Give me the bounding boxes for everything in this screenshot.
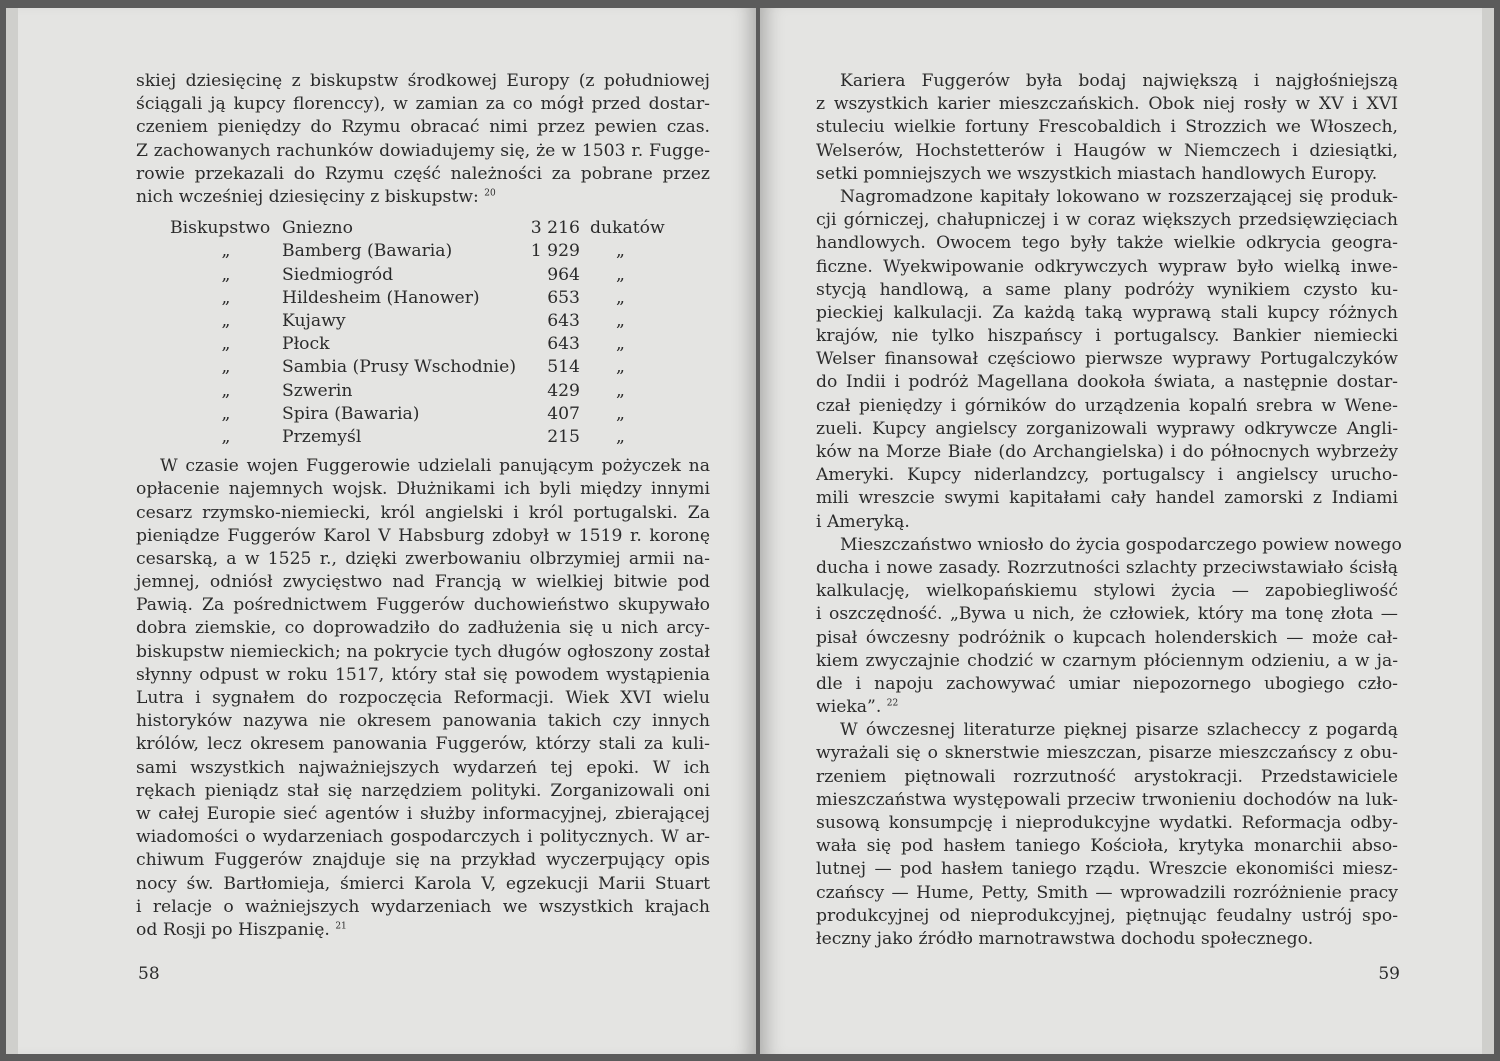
text-line (136, 594, 710, 617)
left-paragraph-1 (136, 70, 710, 209)
bishopric-name-cell: Hildesheim (Hanower) (282, 287, 480, 308)
text-line (136, 757, 710, 780)
text-line-content: w całej Europie sieć agentów i służby informacyjnej, zbierającej (136, 803, 710, 824)
text-line-content: i Ameryką. (816, 511, 910, 532)
left-page (18, 8, 756, 1054)
table-row (170, 426, 696, 449)
right-paragraph-4 (816, 719, 1398, 951)
bishopric-name-cell: Spira (Bawaria) (282, 403, 420, 424)
table-row (170, 287, 696, 310)
text-line (136, 478, 710, 501)
text-line (136, 733, 710, 756)
text-line (136, 186, 710, 209)
text-line (816, 835, 1398, 858)
ditto-cell: „ (221, 264, 231, 285)
right-paragraph-2 (816, 186, 1398, 534)
text-line (136, 70, 710, 93)
text-line-content: Ameryki. Kupcy niderlandzcy, portugalscy i angielscy urucho- (816, 465, 1398, 486)
text-line (136, 919, 710, 942)
text-line-content: historyków nazywa nie okresem panowania takich czy innych (136, 711, 710, 732)
text-line (816, 464, 1398, 487)
text-line-content: produkcyjnej od nieprodukcyjnej, piętnując feudalny ustrój spo- (816, 905, 1398, 926)
ditto-cell: „ (221, 357, 231, 378)
text-line-content: kalkulację, wielkopańskiemu stylowi życia — zapobiegliwość (816, 581, 1398, 602)
text-line (816, 603, 1398, 626)
text-line-content: Welserów, Hochstetterów i Haugów w Niemczech i dziesiątki, (816, 140, 1398, 161)
text-line (816, 928, 1398, 951)
text-line (136, 664, 710, 687)
text-line-content: nocy św. Bartłomieja, śmierci Karola V, egzekucji Marii Stuart (136, 873, 710, 894)
table-row (170, 333, 696, 356)
text-line (136, 849, 710, 872)
unit-cell: dukatów (590, 218, 665, 239)
unit-cell: „ (616, 357, 625, 378)
text-line (816, 650, 1398, 673)
text-line (136, 163, 710, 186)
text-line (816, 696, 1398, 719)
text-line-content: Kariera Fuggerów była bodaj największą i najgłośniejszą (840, 71, 1398, 91)
text-line (816, 163, 1398, 186)
text-line (816, 93, 1398, 116)
text-line-content: wieka”. (816, 697, 882, 718)
table-row (170, 264, 696, 287)
bishopric-name-cell: Siedmiogród (282, 264, 394, 285)
text-line-content: Mieszczaństwo wniosło do życia gospodarczego powiew nowego (840, 534, 1402, 555)
ditto-cell: „ (221, 310, 231, 331)
text-line-content: czańscy — Hume, Petty, Smith — wprowadzili rozróżnienie pracy (816, 882, 1398, 903)
unit-cell: „ (616, 334, 625, 355)
amount-cell: 215 (547, 426, 580, 447)
text-line-content: Z zachowanych rachunków dowiadujemy się, że w 1503 r. Fugge- (136, 140, 710, 161)
text-line-content: kiem zwyczajnie chodzić w czarnym płóciennym odzieniu, a w ja- (816, 650, 1398, 671)
text-line (816, 186, 1398, 209)
unit-cell: „ (616, 403, 625, 424)
text-line (816, 534, 1402, 557)
text-line-content: biskupstw niemieckich; na pokrycie tych długów ogłoszony został (136, 641, 710, 662)
footnote-marker: 21 (335, 921, 347, 932)
text-line-content: sami wszystkich najważniejszych wydarzeń tej epoki. W ich (136, 757, 710, 778)
text-line (816, 140, 1398, 163)
text-line-content: z wszystkich karier mieszczańskich. Obok niej rosły w XV i XVI (816, 94, 1398, 115)
bishopric-name-cell: Szwerin (282, 380, 353, 401)
text-line-content: setki pomniejszych we wszystkich miastach handlowych Europy. (816, 163, 1378, 184)
amount-cell: 1 929 (530, 241, 580, 262)
text-line-content: jemnej, odniósł zwycięstwo nad Francją w wielkiej bitwie pod (136, 572, 710, 593)
text-line (816, 789, 1398, 812)
table-label-cell: Biskupstwo (170, 218, 271, 239)
text-line (816, 742, 1398, 765)
amount-cell: 653 (547, 287, 580, 308)
text-line (136, 826, 710, 849)
text-line-content: wyrażali się o sknerstwie mieszczan, pisarze mieszczańscy z obu- (816, 743, 1398, 764)
text-line-content: krajów, nie tylko hiszpańscy i portugalscy. Bankier niemiecki (816, 326, 1398, 347)
amount-cell: 514 (547, 357, 580, 378)
text-line-content: Pawią. Za pośrednictwem Fuggerów duchowieństwo skupywało (136, 595, 710, 616)
text-line (816, 348, 1398, 371)
text-line (136, 710, 710, 733)
amount-cell: 3 216 (530, 218, 580, 239)
text-line (136, 780, 710, 803)
bishopric-name-cell: Bamberg (Bawaria) (282, 241, 453, 262)
text-line-content: od Rosji po Hiszpanię. (136, 919, 330, 940)
text-line (816, 905, 1398, 928)
text-line-content: handlowych. Owocem tego były także wielkie odkrycia geogra- (816, 233, 1398, 254)
text-line-content: nich wcześniej dziesięciny z biskupstw: (136, 186, 479, 207)
text-line-content: czeniem pieniędzy do Rzymu obracać nimi przez pewien czas. (136, 117, 710, 138)
text-line (136, 896, 710, 919)
text-line (816, 116, 1398, 139)
text-line-content: królów, lecz okresem panowania Fuggerów, którzy stali za kuli- (136, 734, 710, 755)
text-line (816, 557, 1398, 580)
text-line-content: wała się pod hasłem taniego Kościoła, krytyka monarchii abso- (816, 836, 1398, 857)
text-line-content: Nagromadzone kapitały lokowano w rozszerzającej się produk- (840, 186, 1398, 207)
text-line (816, 627, 1398, 650)
text-line-content: cji górniczej, chałupniczej i w coraz większych przedsięwzięciach (816, 210, 1398, 231)
text-line-content: do Indii i podróż Magellana dookoła świata, a następnie dostar- (816, 372, 1398, 393)
text-line (136, 525, 710, 548)
text-line (816, 882, 1398, 905)
text-line (816, 580, 1398, 603)
text-line (136, 803, 710, 826)
text-line (136, 873, 710, 896)
text-line-content: rękach pieniądz stał się narzędziem polityki. Zorganizowali oni (136, 780, 710, 801)
amount-cell: 643 (547, 334, 580, 355)
text-line-content: susową konsumpcję i nieprodukcyjne wydatki. Reformacja odby- (816, 813, 1398, 833)
table-row (170, 310, 696, 333)
text-line (136, 502, 710, 525)
text-line (816, 673, 1398, 696)
text-line (136, 548, 710, 571)
text-line (816, 511, 1398, 534)
unit-cell: „ (616, 264, 625, 285)
left-page-text (136, 70, 710, 942)
left-paragraph-2 (136, 455, 710, 942)
text-line (136, 93, 710, 116)
text-line-content: cesarską, a w 1525 r., dzięki zwerbowaniu olbrzymiej armii na- (136, 548, 710, 569)
text-line-content: zueli. Kupcy angielscy zorganizowali wyprawy odkrywcze Angli- (816, 418, 1398, 439)
text-line-content: stuleciu wielkie fortuny Frescobaldich i Strozzich we Włoszech, (816, 117, 1398, 138)
text-line (136, 641, 710, 664)
text-line-content: wiadomości o wydarzeniach gospodarczych i politycznych. W ar- (136, 827, 710, 848)
bishopric-name-cell: Przemyśl (282, 426, 362, 447)
text-line (816, 812, 1398, 835)
text-line (816, 256, 1398, 279)
text-line (816, 395, 1398, 418)
page-number-right: 59 (1378, 964, 1400, 984)
footnote-marker: 22 (886, 698, 899, 709)
text-line (816, 302, 1398, 325)
unit-cell: „ (616, 426, 625, 447)
text-line (816, 441, 1398, 464)
text-line-content: W ówczesnej literaturze pięknej pisarze szlacheccy z pogardą (840, 720, 1398, 741)
text-line (816, 325, 1398, 348)
text-line-content: czał pieniędzy i górników do urządzenia kopalń srebra w Wene- (816, 395, 1398, 416)
text-line-content: W czasie wojen Fuggerowie udzielali panującym pożyczek na (160, 456, 710, 477)
text-line (816, 279, 1398, 302)
right-page (760, 8, 1482, 1054)
text-line-content: dle i napoju zachowywać umiar niepozornego ubogiego czło- (816, 673, 1398, 694)
text-line (816, 371, 1398, 394)
text-line-content: lutnej — pod hasłem taniego rządu. Wreszcie ekonomiści miesz- (816, 859, 1398, 880)
unit-cell: „ (616, 310, 625, 331)
text-line-content: cesarz rzymsko-niemiecki, król angielski i król portugalski. Za (136, 502, 710, 523)
text-line-content: mieszczaństwa występowali przeciw trwonieniu dochodów na luk- (816, 789, 1398, 810)
text-line-content: stycją handlową, a same plany podróży wynikiem czysto ku- (816, 279, 1398, 300)
right-paragraph-1 (816, 70, 1398, 186)
text-line-content: pieniądze Fuggerów Karol V Habsburg zdobył w 1519 r. koronę (136, 525, 710, 546)
text-line-content: opłacenie najemnych wojsk. Dłużnikami ich byli między innymi (136, 479, 710, 500)
text-line (816, 418, 1398, 441)
amount-cell: 407 (547, 403, 580, 424)
ditto-cell: „ (221, 287, 231, 308)
text-line-content: ficzne. Wyekwipowanie odkrywczych wypraw było wielką inwe- (816, 256, 1398, 277)
text-line (816, 487, 1398, 510)
text-line-content: Welser finansował częściowo pierwsze wyprawy Portugalczyków (816, 349, 1398, 370)
text-line-content: Lutra i sygnałem do rozpoczęcia Reformacji. Wiek XVI wielu (136, 688, 710, 709)
text-line-content: pisał ówczesny podróżnik o kupcach holenderskich — może cał- (816, 627, 1398, 648)
table-row (170, 380, 696, 403)
text-line (816, 766, 1398, 789)
text-line (136, 571, 710, 594)
amount-cell: 964 (547, 264, 580, 285)
table-row (170, 356, 696, 379)
text-line (136, 140, 710, 163)
amount-cell: 429 (547, 380, 580, 401)
ditto-cell: „ (221, 241, 231, 262)
table-row (170, 403, 696, 426)
text-line-content: pieckiej kalkulacji. Za każdą taką wyprawą stali kupcy różnych (816, 302, 1398, 323)
text-line-content: słynny odpust w roku 1517, który stał się powodem wystąpienia (136, 664, 710, 685)
bishopric-table (170, 217, 696, 449)
ditto-cell: „ (221, 380, 231, 401)
text-line (136, 687, 710, 710)
text-line-content: chiwum Fuggerów znajduje się na przykład wyczerpujący opis (136, 850, 710, 871)
unit-cell: „ (616, 241, 625, 262)
footnote-marker: 20 (484, 188, 496, 199)
right-paragraph-3 (816, 534, 1402, 720)
text-line (816, 858, 1398, 881)
text-line (136, 617, 710, 640)
bishopric-name-cell: Kujawy (282, 310, 346, 331)
text-line (136, 455, 710, 478)
unit-cell: „ (616, 380, 625, 401)
text-line-content: dobra ziemskie, co doprowadziło do zadłużenia się u nich arcy- (136, 618, 710, 639)
right-page-text (816, 70, 1402, 951)
text-line-content: i oszczędność. „Bywa u nich, że człowiek, który ma tonę złota — (816, 604, 1398, 625)
text-line (816, 209, 1398, 232)
ditto-cell: „ (221, 334, 231, 355)
text-line-content: rowie przekazali do Rzymu część należności za pobrane przez (136, 163, 710, 184)
page-number-left: 58 (138, 964, 160, 984)
table-row (170, 240, 696, 263)
bishopric-name-cell: Płock (282, 334, 330, 355)
ditto-cell: „ (221, 426, 231, 447)
text-line-content: skiej dziesięcinę z biskupstw środkowej Europy (z południowej (136, 71, 710, 91)
text-line-content: ducha i nowe zasady. Rozrzutności szlachty przeciwstawiało ścisłą (816, 557, 1398, 578)
text-line-content: mili wreszcie swymi kapitałami cały handel zamorski z Indiami (816, 488, 1398, 509)
text-line (816, 70, 1398, 93)
bishopric-name-cell: Sambia (Prusy Wschodnie) (282, 357, 517, 378)
unit-cell: „ (616, 287, 625, 308)
amount-cell: 643 (547, 310, 580, 331)
text-line (816, 232, 1398, 255)
table-row (170, 217, 696, 240)
bishopric-name-cell: Gniezno (282, 218, 353, 239)
text-line-content: ściągali ją kupcy florenccy), w zamian za co mógł przed dostar- (136, 94, 710, 115)
text-line-content: ków na Morze Białe (do Archangielska) i do północnych wybrzeży (816, 442, 1398, 462)
text-line-content: i relacje o ważniejszych wydarzeniach we wszystkich krajach (136, 896, 710, 917)
text-line (136, 116, 710, 139)
text-line (816, 719, 1398, 742)
ditto-cell: „ (221, 403, 231, 424)
text-line-content: rzeniem piętnowali rozrzutność arystokracji. Przedstawiciele (816, 766, 1398, 787)
text-line-content: łeczny jako źródło marnotrawstwa dochodu społecznego. (816, 928, 1314, 949)
